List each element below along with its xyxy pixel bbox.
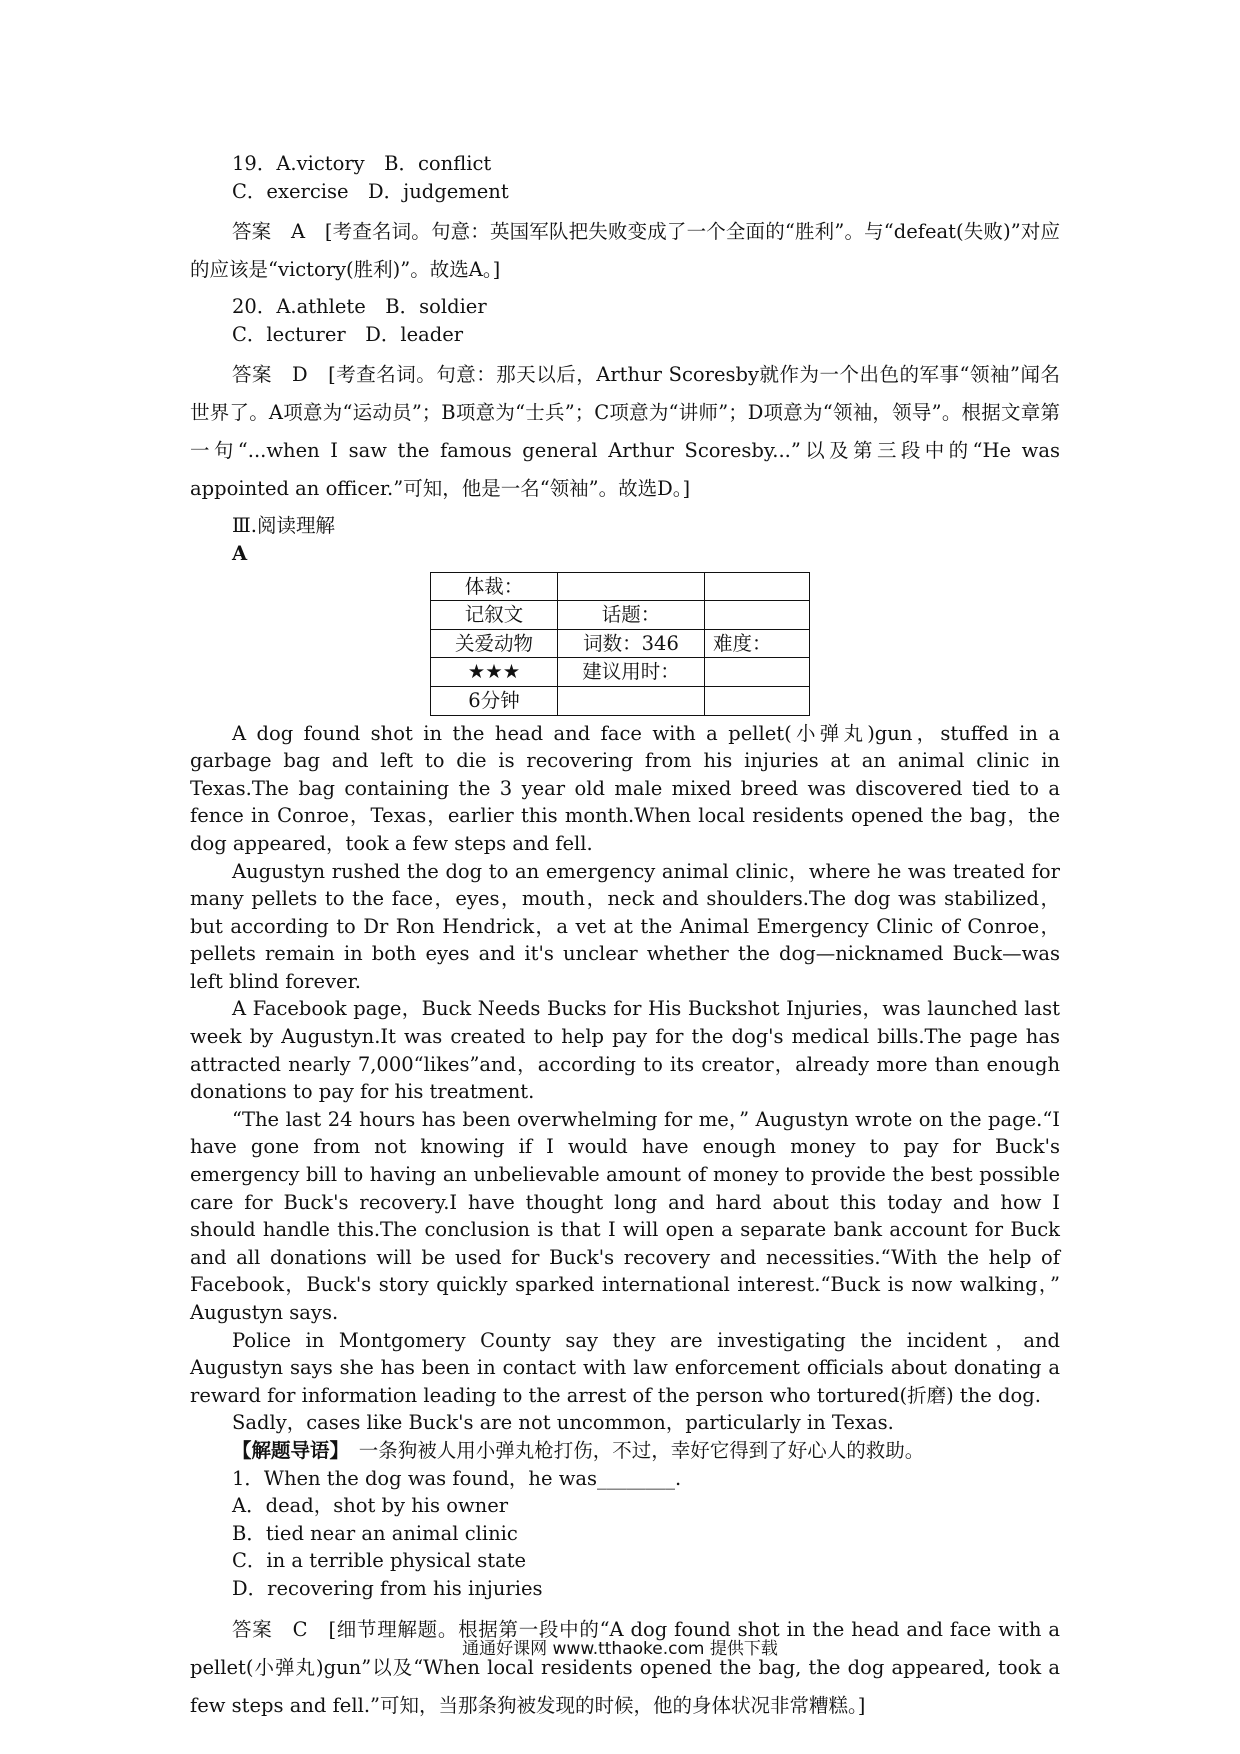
passage-paragraph-6: Sadly，cases like Buck's are not uncommon，particularly in Texas. <box>232 1411 894 1435</box>
section-title: Ⅲ.阅读理解 <box>232 514 336 538</box>
solution-guide-text: 一条狗被人用小弹丸枪打伤，不过，幸好它得到了好心人的救助。 <box>339 1438 925 1462</box>
q1-option-d: D．recovering from his injuries <box>232 1576 543 1600</box>
table-cell <box>558 572 705 601</box>
q19-options-line1: 19．A.victory B．conflict <box>232 152 492 175</box>
table-cell <box>705 686 810 715</box>
table-cell <box>705 658 810 687</box>
solution-guide <box>190 1437 1060 1465</box>
q1-option-b: B．tied near an animal clinic <box>232 1521 518 1545</box>
document-page <box>190 150 1060 1729</box>
q19-options-line2: C．exercise D．judgement <box>232 179 509 203</box>
q19-answer: 答案 A [考查名词。句意：英国军队把失败变成了一个全面的“胜利”。与“defeat(失败)”对应的应该是“victory(胜利)”。故选A。] <box>190 220 1060 282</box>
q1-option-a: A．dead，shot by his owner <box>232 1494 509 1518</box>
section-part-label: A <box>232 541 248 565</box>
passage-paragraph-1: A dog found shot in the head and face with a pellet(小弹丸)gun，stuffed in a garbage bag and left to die is recovering from his injuries at an animal clinic in Texas.The bag containing the 3 year old male mixed breed was discovered tied to a fence in Conroe，Texas，earlier this month.When local residents opened the bag，the dog appeared，took a few steps and fell. <box>190 721 1060 855</box>
page-footer: 通通好课网 www.tthaoke.com 提供下载 <box>462 1639 778 1659</box>
passage-paragraph-4: “The last 24 hours has been overwhelming for me，” Augustyn wrote on the page.“I have gone from not knowing if I would have enough money to pay for Buck's emergency bill to having an unbelievable amount of money to provide the best possible care for Buck's recovery.I have thought long and hard about this today and how I should handle this.The conclusion is that I will open a separate bank account for Buck and all donations will be used for Buck's recovery and necessities.“With the help of Facebook，Buck's story quickly sparked international interest.“Buck is now walking，” Augustyn says. <box>190 1107 1060 1324</box>
table-row <box>431 601 810 630</box>
q1-option-c: C．in a terrible physical state <box>232 1549 527 1573</box>
table-cell: 关爱动物 <box>431 629 558 658</box>
table-cell: 建议用时： <box>558 658 705 687</box>
table-row <box>431 572 810 601</box>
q20-options-line2: C．lecturer D．leader <box>232 322 464 346</box>
passage-info-table <box>430 572 810 716</box>
q20-options-line1: 20．A.athlete B．soldier <box>232 295 487 319</box>
table-cell: 体裁： <box>431 572 558 601</box>
table-cell: ★★★ <box>431 658 558 687</box>
table-cell: 记叙文 <box>431 601 558 630</box>
table-cell <box>705 572 810 601</box>
passage-paragraph-3: A Facebook page，Buck Needs Bucks for His Buckshot Injuries，was launched last week by Augustyn.It was created to help pay for the dog's medical bills.The page has attracted nearly 7,000“likes”and，according to its creator，already more than enough donations to pay for his treatment. <box>190 997 1060 1104</box>
table-cell <box>558 686 705 715</box>
solution-guide-label: 【解题导语】 <box>232 1438 340 1462</box>
q20-answer: 答案 D [考查名词。句意：那天以后，Arthur Scoresby就作为一个出色的军事“领袖”闻名世界了。A项意为“运动员”；B项意为“士兵”；C项意为“讲师”；D项意为“领袖，领导”。根据文章第一句“...when I saw the famous general Arthur Scoresby...”以及第三段中的“He was appointed an officer.”可知，他是一名“领袖”。故选D。] <box>190 363 1060 501</box>
q1-answer: 答案 C [细节理解题。根据第一段中的“A dog found shot in the head and face with a pellet(小弹丸)gun”以及“When local residents opened the bag, the dog appeared, took a few steps and fell.”可知，当那条狗被发现的时候，他的身体状况非常糟糕。] <box>190 1617 1060 1717</box>
table-cell: 话题： <box>558 601 705 630</box>
table-cell: 6分钟 <box>431 686 558 715</box>
table-row <box>431 658 810 687</box>
table-cell: 词数：346 <box>558 629 705 658</box>
passage-paragraph-2: Augustyn rushed the dog to an emergency animal clinic，where he was treated for many pellets to the face，eyes，mouth，neck and shoulders.The dog was stabilized，but according to Dr Ron Hendrick，a vet at the Animal Emergency Clinic of Conroe，pellets remain in both eyes and it's unclear whether the dog—nicknamed Buck—was left blind forever. <box>190 859 1060 993</box>
table-cell: 难度： <box>705 629 810 658</box>
q1-stem: 1．When the dog was found，he was________. <box>232 1466 682 1490</box>
table-row <box>431 629 810 658</box>
passage-paragraph-5: Police in Montgomery County say they are investigating the incident，and Augustyn says she has been in contact with law enforcement officials about donating a reward for information leading to the arrest of the person who tortured(折磨) the dog. <box>190 1328 1061 1407</box>
table-row <box>431 686 810 715</box>
table-cell <box>705 601 810 630</box>
